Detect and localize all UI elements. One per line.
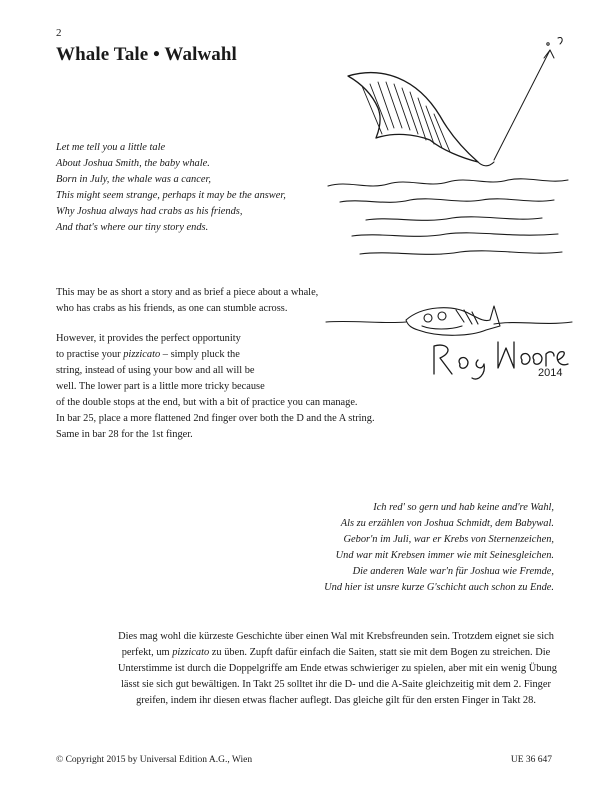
signature-year-text: 2014 — [538, 367, 563, 379]
poem-line: Why Joshua always had crabs as his friends, — [56, 206, 243, 217]
page-title: Whale Tale • Walwahl — [56, 44, 237, 65]
prose-line: Dies mag wohl die kürzeste Geschichte über einen Wal mit Krebsfreunden sein. Trotzdem eignet sie sich — [118, 631, 554, 642]
poem-line: And that's where our tiny story ends. — [56, 222, 209, 233]
poem-line: About Joshua Smith, the baby whale. — [56, 158, 210, 169]
poem-english — [56, 140, 336, 236]
poem-line: Born in July, the whale was a cancer, — [56, 174, 211, 185]
italic-term: pizzicato — [123, 349, 161, 360]
prose-line: Same in bar 28 for the 1st finger. — [56, 429, 193, 440]
text-run: zu üben. Zupft dafür einfach die Saiten, statt sie mit dem Bogen zu streichen. Die — [209, 647, 551, 658]
prose-line: In bar 25, place a more flattened 2nd finger over both the D and the A string. — [56, 413, 375, 424]
poem-line: Gebor'n im Juli, war er Krebs von Sternenzeichen, — [343, 534, 554, 545]
italic-term: pizzicato — [172, 647, 210, 658]
copyright-notice: © Copyright 2015 by Universal Edition A.G., Wien — [56, 755, 253, 765]
poem-line: Und war mit Krebsen immer wie mit Seinesgleichen. — [335, 550, 554, 561]
prose-line: of the double stops at the end, but with a bit of practice you can manage. — [56, 397, 358, 408]
poem-line: Let me tell you a little tale — [56, 142, 166, 153]
prose-line: Unterstimme ist durch die Doppelgriffe am Ende etwas schwieriger zu spielen, aber mit ein wenig Übung — [118, 663, 557, 674]
page-number: 2 — [56, 27, 62, 39]
fish-drawing — [326, 306, 572, 335]
text-run: perfekt, um — [121, 647, 173, 658]
prose-english-paragraph-1 — [56, 285, 356, 317]
prose-line: greifen, indem ihr diesen etwas flacher auflegt. Das gleiche gilt für den ersten Finger in Takt 28. — [136, 695, 536, 706]
poem-german — [224, 500, 554, 596]
prose-line: string, instead of using your bow and all will be — [56, 365, 255, 376]
prose-line: lässt sie sich gut bewältigen. In Takt 25 solltet ihr die D- und die A-Saite gleichzeitig mit dem 2. Finger — [121, 679, 551, 690]
prose-line: However, it provides the perfect opportunity — [56, 333, 241, 344]
text-run: – simply pluck the — [160, 349, 240, 360]
poem-line: This might seem strange, perhaps it may be the answer, — [56, 190, 286, 201]
whale-sketch-illustration — [322, 30, 578, 392]
catalog-number: UE 36 647 — [510, 755, 552, 765]
poem-line: Ich red' so gern und hab keine and're Wahl, — [373, 502, 554, 513]
whale-tail-drawing — [348, 73, 494, 166]
poem-line: Und hier ist unsre kurze G'schicht auch schon zu Ende. — [324, 582, 554, 593]
sea-waves-drawing — [328, 179, 568, 254]
prose-line — [118, 645, 554, 661]
poem-line: Die anderen Wale war'n für Joshua wie Fremde, — [352, 566, 554, 577]
prose-german — [118, 629, 557, 709]
prose-line: well. The lower part is a little more tricky because — [56, 381, 265, 392]
text-run: to practise your — [56, 349, 124, 360]
prose-line: who has crabs as his friends, as one can stumble across. — [56, 303, 288, 314]
poem-line: Als zu erzählen von Joshua Schmidt, dem Babywal. — [340, 518, 554, 529]
spout-line-drawing — [494, 37, 562, 160]
prose-line: This may be as short a story and as brief a piece about a whale, — [56, 287, 319, 298]
